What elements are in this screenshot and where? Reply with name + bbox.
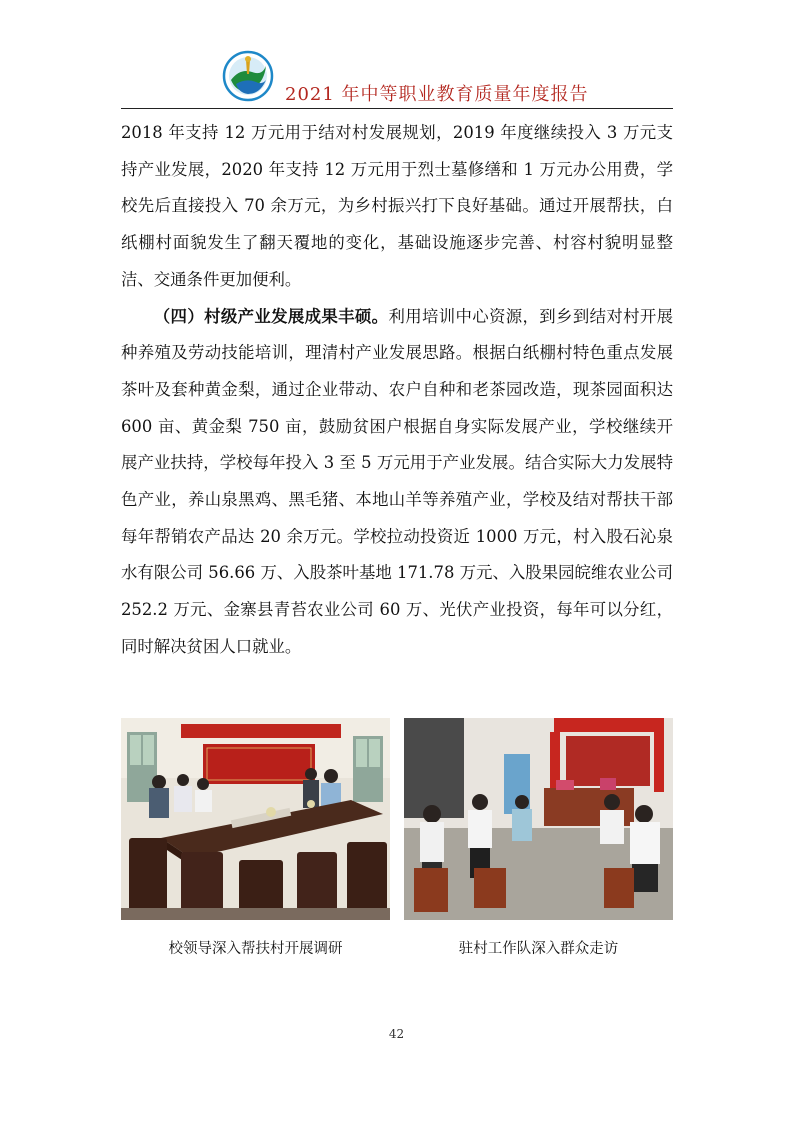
photo-meeting-room — [121, 718, 390, 920]
school-emblem-icon — [222, 50, 274, 102]
paragraph-2 — [121, 299, 673, 666]
page-header — [0, 0, 793, 112]
report-title: 2021 年中等职业教育质量年度报告 — [285, 84, 589, 105]
paragraph-1: 2018 年支持 12 万元用于结对村发展规划，2019 年度继续投入 3 万元支持产业发展，2020 年支持 12 万元用于烈士墓修缮和 1 万元办公用费，学校先后直接投入 70 余万元，为乡村振兴打下良好基础。通过开展帮扶，白纸棚村面貌发生了翻天覆地的变化，基础设施逐步完善、村容村貌明显整洁、交通条件更加便利。 — [121, 123, 673, 289]
paragraph-2-text: 利用培训中心资源，到乡到结对村开展种养殖及劳动技能培训，理清村产业发展思路。根据白纸棚村特色重点发展茶叶及套种黄金梨，通过企业带动、农户自种和老茶园改造，现茶园面积达 600 亩、黄金梨 750 亩，鼓励贫困户根据自身实际发展产业，学校继续开展产业扶持，学校每年投入 3 至 5 万元用于产业发展。结合实际大力发展特色产业，养山泉黑鸡、黑毛猪、本地山羊等养殖产业，学校及结对帮扶干部每年帮销农产品达 20 余万元。学校拉动投资近 1000 万元，村入股石沁泉水有限公司 56.66 万、入股茶叶基地 171.78 万元、入股果园皖维农业公司 252.2 万元、金寨县青苔农业公司 60 万、光伏产业投资，每年可以分红，同时解决贫困人口就业。 — [121, 306, 674, 656]
page-number: 42 — [388, 1027, 405, 1041]
photo-caption-right: 驻村工作队深入群众走访 — [458, 941, 619, 957]
photo-home-visit — [404, 718, 673, 920]
section-heading: （四）村级产业发展成果丰硕。 — [153, 306, 389, 326]
photo-caption-left: 校领导深入帮扶村开展调研 — [168, 941, 343, 957]
header-divider — [121, 108, 673, 109]
body-text — [121, 115, 673, 666]
